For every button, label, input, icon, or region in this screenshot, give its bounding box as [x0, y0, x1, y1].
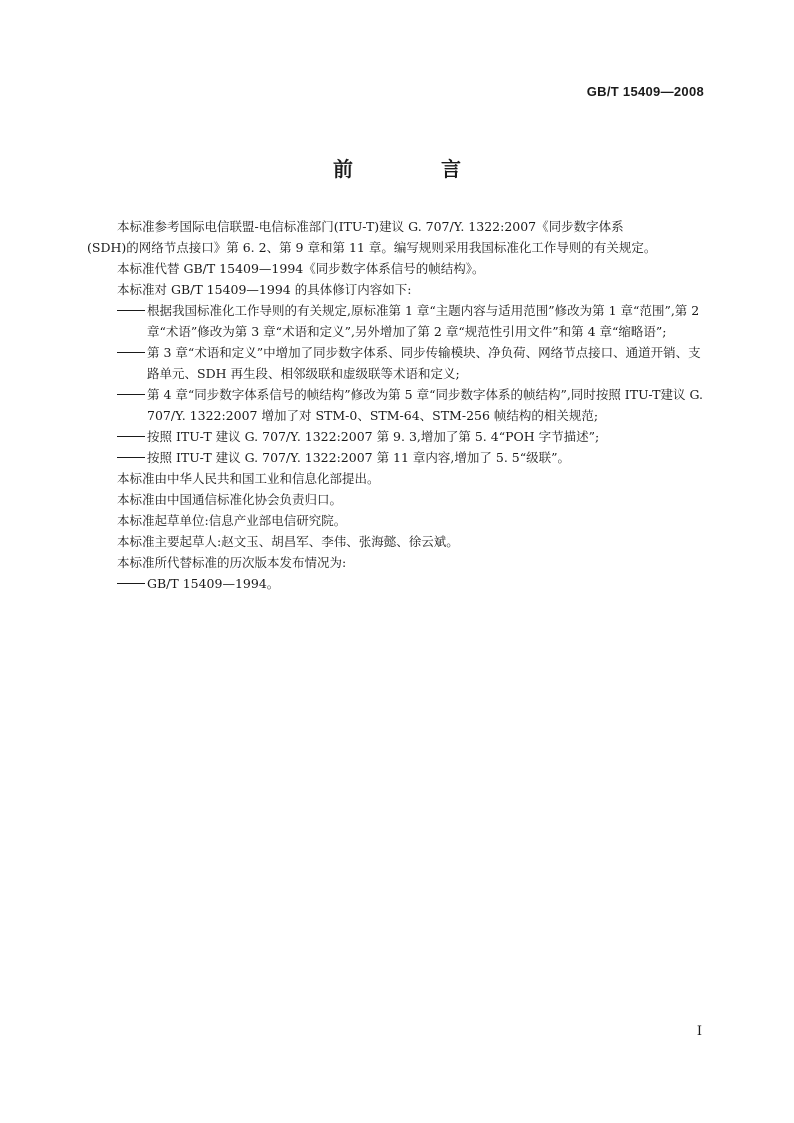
- drafters-paragraph: 本标准主要起草人:赵文玉、胡昌军、李伟、张海懿、徐云斌。: [117, 534, 459, 549]
- revision-item-text: 第 3 章“术语和定义”中增加了同步数字体系、同步传输模块、净负荷、网络节点接口、通道开销、支路单元、SDH 再生段、相邻级联和虚级联等术语和定义;: [147, 345, 701, 381]
- intro-line-1: 本标准参考国际电信联盟-电信标准部门(ITU-T)建议 G. 707/Y. 1322:2007《同步数字体系: [117, 219, 624, 234]
- document-body: [87, 216, 707, 594]
- standard-number: GB/T 15409—2008: [586, 84, 704, 99]
- revision-intro: 本标准对 GB/T 15409—1994 的具体修订内容如下:: [117, 282, 412, 297]
- revision-item: [117, 342, 707, 384]
- page-title: 前 言: [333, 157, 495, 181]
- replaces-paragraph: 本标准代替 GB/T 15409—1994《同步数字体系信号的帧结构》。: [117, 261, 485, 276]
- page-number: I: [696, 1024, 702, 1039]
- proposer-paragraph: 本标准由中华人民共和国工业和信息化部提出。: [117, 471, 380, 486]
- revision-item: [117, 300, 707, 342]
- revision-item: [117, 447, 707, 468]
- revision-item: [117, 426, 707, 447]
- revision-item-text: 根据我国标准化工作导则的有关规定,原标准第 1 章“主题内容与适用范围”修改为第 1 章“范围”,第 2 章“术语”修改为第 3 章“术语和定义”,另外增加了第 2 章“规范性引用文件”和第 4 章“缩略语”;: [147, 303, 700, 339]
- revision-item: [117, 384, 707, 426]
- revision-item-text: 按照 ITU-T 建议 G. 707/Y. 1322:2007 第 9. 3,增加了第 5. 4“POH 字节描述”;: [147, 429, 600, 444]
- intro-line-2: (SDH)的网络节点接口》第 6. 2、第 9 章和第 11 章。编写规则采用我国标准化工作导则的有关规定。: [87, 240, 657, 255]
- history-intro: 本标准所代替标准的历次版本发布情况为:: [117, 555, 347, 570]
- revision-item-text: 按照 ITU-T 建议 G. 707/Y. 1322:2007 第 11 章内容,增加了 5. 5“级联”。: [147, 450, 571, 465]
- history-item: [117, 573, 707, 594]
- centralized-paragraph: 本标准由中国通信标准化协会负责归口。: [117, 492, 343, 507]
- drafting-unit-paragraph: 本标准起草单位:信息产业部电信研究院。: [117, 513, 347, 528]
- revision-item-text: 第 4 章“同步数字体系信号的帧结构”修改为第 5 章“同步数字体系的帧结构”,同时按照 ITU-T建议 G. 707/Y. 1322:2007 增加了对 STM-0、STM-64、STM-256 帧结构的相关规范;: [147, 387, 704, 423]
- history-item-text: GB/T 15409—1994。: [147, 576, 280, 591]
